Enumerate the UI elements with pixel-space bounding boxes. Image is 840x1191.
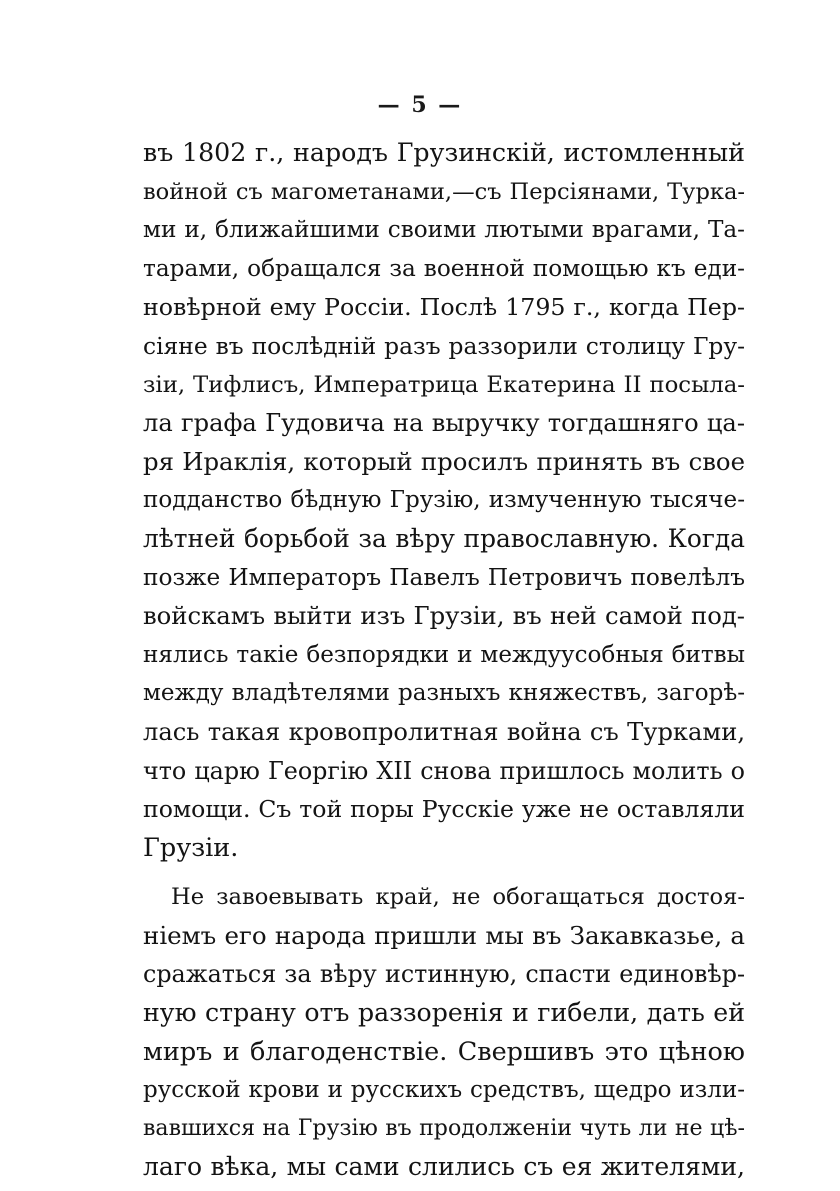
text-line: что царю Георгію XII снова пришлось молить о	[143, 756, 745, 785]
text-line: тарами, обращался за военной помощью къ еди-	[143, 254, 745, 282]
text-line: между владѣтелями разныхъ княжествъ, загорѣ-	[143, 680, 745, 707]
text-line: Не завоевывать край, не обогащаться достоя-	[171, 884, 745, 911]
text-line: подданство бѣдную Грузію, измученную тысяче-	[143, 487, 745, 514]
paragraph-1	[143, 134, 745, 867]
paragraph-spacer	[143, 867, 745, 878]
text-line: новѣрной ему Россіи. Послѣ 1795 г., когда Пер-	[143, 293, 745, 322]
text-line: нялись такіе безпорядки и междуусобныя битвы	[143, 641, 745, 668]
text-line: помощи. Съ той поры Русскіе уже не оставляли	[143, 795, 745, 824]
text-line: миръ и благоденствіе. Свершивъ это цѣною	[143, 1036, 745, 1067]
text-line: ла графа Гудовича на выручку тогдашняго ца-	[143, 409, 745, 438]
text-line: лаго вѣка, мы сами слились съ ея жителями,	[143, 1152, 745, 1182]
text-line: лась такая кровопролитная война съ Турками,	[143, 717, 745, 746]
page-number: — 5 —	[377, 92, 463, 118]
text-line: въ 1802 г., народъ Грузинскій, истомленный	[143, 138, 745, 167]
body-text	[143, 134, 745, 1187]
text-line: русской крови и русскихъ средствъ, щедро изли-	[143, 1077, 745, 1104]
text-line: войскамъ выйти изъ Грузіи, въ ней самой под-	[143, 601, 745, 631]
text-line: ми и, ближайшими своими лютыми врагами, Та-	[143, 217, 745, 244]
text-line: войной съ магометанами,—съ Персіянами, Турка-	[143, 178, 745, 205]
text-line: зіи, Тифлисъ, Императрица Екатерина II посыла-	[143, 371, 745, 398]
text-line: ную страну отъ раззоренія и гибели, дать ей	[143, 998, 745, 1028]
text-line: лѣтней борьбой за вѣру православную. Когда	[143, 523, 745, 553]
text-line: позже Императоръ Павелъ Петровичъ повелѣлъ	[143, 563, 745, 591]
text-line: сіяне въ послѣдній разъ раззорили столицу Гру-	[143, 331, 745, 360]
paragraph-2	[143, 878, 745, 1187]
text-line: ря Ираклія, который просилъ принять въ свое	[143, 446, 745, 476]
text-line: ніемъ его народа пришли мы въ Закавказье, а	[143, 920, 745, 950]
text-line: сражаться за вѣру истинную, спасти единовѣр-	[143, 960, 745, 989]
text-line: Грузіи.	[143, 832, 239, 863]
text-line: вавшихся на Грузію въ продолженіи чуть ли не цѣ-	[143, 1115, 745, 1141]
